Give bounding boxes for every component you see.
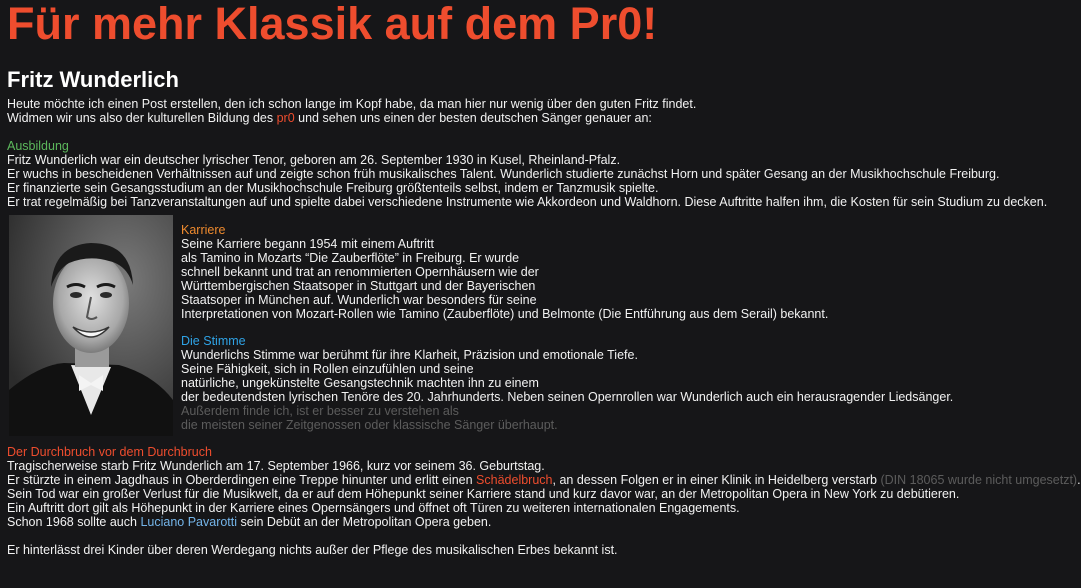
durchbruch-line	[7, 515, 1081, 529]
section-title: Fritz Wunderlich	[7, 67, 179, 92]
ausbildung-line: Er trat regelmäßig bei Tanzveranstaltungen auf und spielte dabei verschiedene Instrumente wie Akkordeon und Waldhorn. Diese Auftritte halfen ihm, die Kosten für sein Studium zu decken.	[7, 195, 1048, 209]
durchbruch-section	[7, 445, 1081, 529]
stimme-heading: Die Stimme	[181, 334, 246, 348]
pr0-link[interactable]: pr0	[276, 111, 295, 125]
stimme-line: der bedeutendsten lyrischen Tenöre des 20. Jahrhunderts. Neben seinen Opernrollen war Wunderlich auch ein herausragender Liedsänger.	[181, 390, 954, 404]
durchbruch-text: sein Debüt an der Metropolitan Opera geben.	[237, 515, 492, 529]
intro-text: und sehen uns einen der besten deutschen Sänger genauer an:	[294, 111, 652, 125]
intro-line	[7, 111, 696, 125]
karriere-line: Interpretationen von Mozart-Rollen wie Tamino (Zauberflöte) und Belmonte (Die Entführung aus dem Serail) bekannt.	[181, 307, 829, 321]
durchbruch-text: .	[1077, 473, 1081, 487]
ausbildung-line: Er wuchs in bescheidenen Verhältnissen auf und zeigte schon früh musikalisches Talent. Wunderlich studierte zunächst Horn und später Gesang an der Musikhochschule Freiburg.	[7, 167, 1000, 181]
stimme-line: Wunderlichs Stimme war berühmt für ihre Klarheit, Präzision und emotionale Tiefe.	[181, 348, 638, 362]
karriere-line: als Tamino in Mozarts “Die Zauberflöte” in Freiburg. Er wurde	[181, 251, 520, 265]
durchbruch-text: Schon 1968 sollte auch	[7, 515, 141, 529]
pavarotti-link[interactable]: Luciano Pavarotti	[140, 515, 238, 529]
durchbruch-text: , an dessen Folgen er in einer Klinik in Heidelberg verstarb	[552, 473, 881, 487]
durchbruch-text: Er stürzte in einem Jagdhaus in Oberderdingen eine Treppe hinunter und erlitt einen	[7, 473, 477, 487]
stimme-section	[181, 334, 953, 432]
stimme-line: natürliche, ungekünstelte Gesangstechnik machten ihn zu einem	[181, 376, 539, 390]
stimme-gray-line: Außerdem finde ich, ist er besser zu verstehen als	[181, 404, 459, 418]
durchbruch-line: Sein Tod war ein großer Verlust für die Musikwelt, da er auf dem Höhepunkt seiner Karriere stand und kurz davor war, an der Metropolitan Opera in New York zu debütieren.	[7, 487, 960, 501]
ausbildung-heading: Ausbildung	[7, 139, 69, 153]
ausbildung-line: Er finanzierte sein Gesangsstudium an der Musikhochschule Freiburg größtenteils selbst, indem er Tanzmusik spielte.	[7, 181, 659, 195]
ausbildung-section	[7, 139, 1047, 209]
intro-text: Widmen wir uns also der kulturellen Bildung des	[7, 111, 277, 125]
din-note: (DIN 18065 wurde nicht umgesetzt)	[880, 473, 1078, 487]
closing-line: Er hinterlässt drei Kinder über deren Werdegang nichts außer der Pflege des musikalischen Erbes bekannt ist.	[7, 543, 618, 557]
schaedelbruch-link[interactable]: Schädelbruch	[476, 473, 553, 487]
portrait-illustration	[9, 215, 173, 436]
ausbildung-line: Fritz Wunderlich war ein deutscher lyrischer Tenor, geboren am 26. September 1930 in Kusel, Rheinland-Pfalz.	[7, 153, 621, 167]
stimme-line: Seine Fähigkeit, sich in Rollen einzufühlen und seine	[181, 362, 474, 376]
durchbruch-line: Tragischerweise starb Fritz Wunderlich am 17. September 1966, kurz vor seinem 36. Geburtstag.	[7, 459, 545, 473]
karriere-line: Seine Karriere begann 1954 mit einem Auftritt	[181, 237, 434, 251]
intro-line: Heute möchte ich einen Post erstellen, den ich schon lange im Kopf habe, da man hier nur wenig über den guten Fritz findet.	[7, 97, 697, 111]
durchbruch-line: Ein Auftritt dort gilt als Höhepunkt in der Karriere eines Opernsängers und öffnet oft Türen zu weiteren internationalen Engagements.	[7, 501, 740, 515]
page-title: Für mehr Klassik auf dem Pr0!	[7, 0, 658, 49]
portrait-photo	[9, 215, 173, 436]
karriere-line: schnell bekannt und trat an renommierten Opernhäusern wie der	[181, 265, 539, 279]
stimme-gray-line: die meisten seiner Zeitgenossen oder klassische Sänger überhaupt.	[181, 418, 558, 432]
durchbruch-line	[7, 473, 1081, 487]
karriere-heading: Karriere	[181, 223, 226, 237]
karriere-line: Staatsoper in München auf. Wunderlich war besonders für seine	[181, 293, 537, 307]
intro-paragraph	[7, 97, 696, 125]
durchbruch-heading: Der Durchbruch vor dem Durchbruch	[7, 445, 212, 459]
karriere-line: Württembergischen Staatsoper in Stuttgart und der Bayerischen	[181, 279, 536, 293]
karriere-section	[181, 223, 828, 321]
